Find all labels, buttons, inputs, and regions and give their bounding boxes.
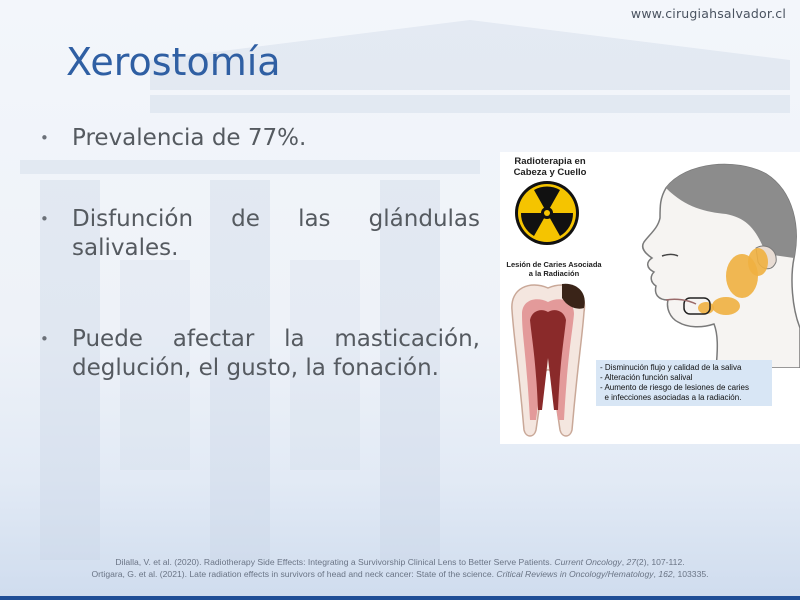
- journal-name: Current Oncology: [554, 557, 622, 567]
- references: [0, 556, 800, 580]
- effect-item: - Alteración función salival: [600, 373, 693, 382]
- radiation-icon: [514, 180, 580, 246]
- journal-name: Critical Reviews in Oncology/Hematology: [496, 569, 654, 579]
- bullet-dot-icon: •: [40, 210, 49, 228]
- bullet-item: [40, 124, 480, 153]
- bullet-item: [40, 325, 480, 383]
- reference-line: Ortigara, G. et al. (2021). Late radiation effects in survivors of head and neck cancer: State of the science. Critical Reviews in Oncology/Hematology, 162, 103335.: [91, 569, 709, 579]
- reference-line: Dilalla, V. et al. (2020). Radiotherapy Side Effects: Integrating a Survivorship Clinical Lens to Better Serve Patients. Current Oncology, 27(2), 107-112.: [115, 557, 685, 567]
- slide-title: Xerostomía: [66, 40, 281, 84]
- bullet-text: Puede afectar la masticación, deglución, el gusto, la fonación.: [72, 326, 480, 381]
- bullet-text: Disfunción de las glándulas salivales.: [72, 206, 480, 261]
- website-url: www.cirugiahsalvador.cl: [630, 6, 786, 21]
- bullet-dot-icon: •: [40, 129, 49, 147]
- tooth-icon: [506, 280, 590, 440]
- journal-volume: 162: [658, 569, 673, 579]
- bullet-text: Prevalencia de 77%.: [72, 125, 307, 151]
- effect-item: - Aumento de riesgo de lesiones de caries: [600, 383, 749, 392]
- xerostomia-figure: [500, 152, 800, 444]
- bottom-accent-bar: [0, 596, 800, 600]
- bullet-item: [40, 205, 480, 263]
- head-profile-icon: [606, 158, 800, 368]
- bullet-list: [40, 124, 480, 435]
- bullet-dot-icon: •: [40, 330, 49, 348]
- radiation-label: Radioterapia en Cabeza y Cuello: [513, 156, 587, 178]
- journal-volume: 27: [626, 557, 637, 567]
- effects-list: [596, 360, 772, 406]
- effect-item: - Disminución flujo y calidad de la saliva: [600, 363, 742, 372]
- effect-item: e infecciones asociadas a la radiación.: [600, 393, 742, 402]
- caries-label: Lesión de Caries Asociada a la Radiación: [506, 260, 602, 278]
